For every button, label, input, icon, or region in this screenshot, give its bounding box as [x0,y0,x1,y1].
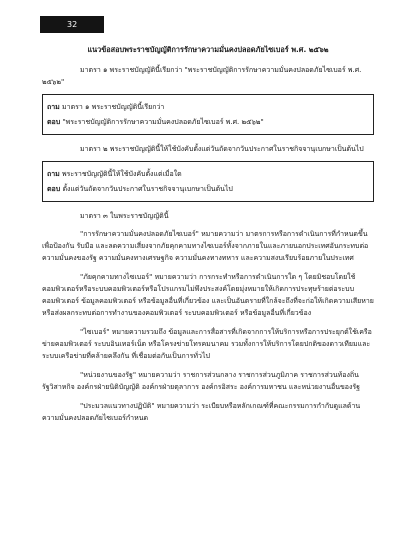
question-row [47,101,369,113]
answer-label: ตอบ [47,185,61,193]
answer-text: "พระราชบัญญัติการรักษาความมั่นคงปลอดภัยไซเบอร์ พ.ศ. ๒๕๖๒" [62,118,264,126]
question-text: มาตรา ๑ พระราชบัญญัตินี้เรียกว่า [62,103,165,111]
answer-row [47,183,369,195]
section-1-text: มาตรา ๑ พระราชบัญญัตินี้เรียกว่า "พระราชบัญญัติการรักษาความมั่นคงปลอดภัยไซเบอร์ พ.ศ. ๒๕๖๒" [42,66,362,86]
question-label: ถาม [47,103,60,111]
definition-paragraph: "ประมวลแนวทางปฏิบัติ" หมายความว่า ระเบียบหรือหลักเกณฑ์ที่คณะกรรมการกำกับดูแลด้านความมั่นคงปลอดภัยไซเบอร์กำหนด [42,402,361,422]
question-row [47,168,369,180]
section-3-heading: มาตรา ๓ ในพระราชบัญญัตินี้ [80,212,169,220]
definition-paragraph: "การรักษาความมั่นคงปลอดภัยไซเบอร์" หมายความว่า มาตรการหรือการดำเนินการที่กำหนดขึ้นเพื่อป้องกัน รับมือ และลดความเสี่ยงจากภัยคุกคามทางไซเบอร์ทั้งจากภายในและภายนอกประเทศอันกระทบต่อความมั่นคงของรัฐ ความมั่นคงทางเศรษฐกิจ ความมั่นคงทางทหาร และความสงบเรียบร้อยภายในประเทศ [42,230,369,262]
answer-row [47,116,369,128]
answer-label: ตอบ [47,118,61,126]
document-body [42,44,374,431]
qa-box-1 [42,94,374,135]
section-2-text: มาตรา ๒ พระราชบัญญัตินี้ให้ใช้บังคับตั้งแต่วันถัดจากวันประกาศในราชกิจจานุเบกษาเป็นต้นไป [80,145,364,153]
question-text: พระราชบัญญัตินี้ให้ใช้บังคับตั้งแต่เมื่อใด [62,170,182,178]
answer-text: ตั้งแต่วันถัดจากวันประกาศในราชกิจจานุเบกษาเป็นต้นไป [62,185,233,193]
question-label: ถาม [47,170,60,178]
definition-paragraph: "หน่วยงานของรัฐ" หมายความว่า ราชการส่วนกลาง ราชการส่วนภูมิภาค ราชการส่วนท้องถิ่น รัฐวิสาหกิจ องค์กรฝ่ายนิติบัญญัติ องค์กรฝ่ายตุลาการ องค์กรอิสระ องค์การมหาชน และหน่วยงานอื่นของรัฐ [42,371,361,391]
qa-box-2 [42,161,374,202]
definition-paragraph: "ภัยคุกคามทางไซเบอร์" หมายความว่า การกระทำหรือการดำเนินการใด ๆ โดยมิชอบโดยใช้คอมพิวเตอร์หรือระบบคอมพิวเตอร์หรือโปรแกรมไม่พึงประสงค์โดยมุ่งหมายให้เกิดการประทุษร้ายต่อระบบคอมพิวเตอร์ ข้อมูลคอมพิวเตอร์ หรือข้อมูลอื่นที่เกี่ยวข้อง และเป็นอันตรายที่ใกล้จะถึงที่จะก่อให้เกิดความเสียหายหรือส่งผลกระทบต่อการทำงานของคอมพิวเตอร์ ระบบคอมพิวเตอร์ หรือข้อมูลอื่นที่เกี่ยวข้อง [42,273,374,317]
document-title: แนวข้อสอบพระราชบัญญัติการรักษาความมั่นคงปลอดภัยไซเบอร์ พ.ศ. ๒๕๖๒ [87,45,329,54]
definition-paragraph: "ไซเบอร์" หมายความรวมถึง ข้อมูลและการสื่อสารที่เกิดจากการให้บริการหรือการประยุกต์ใช้เครือข่ายคอมพิวเตอร์ ระบบอินเทอร์เน็ต หรือโครงข่ายโทรคมนาคม รวมทั้งการให้บริการโดยปกติของดาวเทียมและระบบเครือข่ายที่คล้ายคลึงกัน ที่เชื่อมต่อกันเป็นการทั่วไป [42,328,372,360]
page-number-label: 32 [40,16,104,33]
